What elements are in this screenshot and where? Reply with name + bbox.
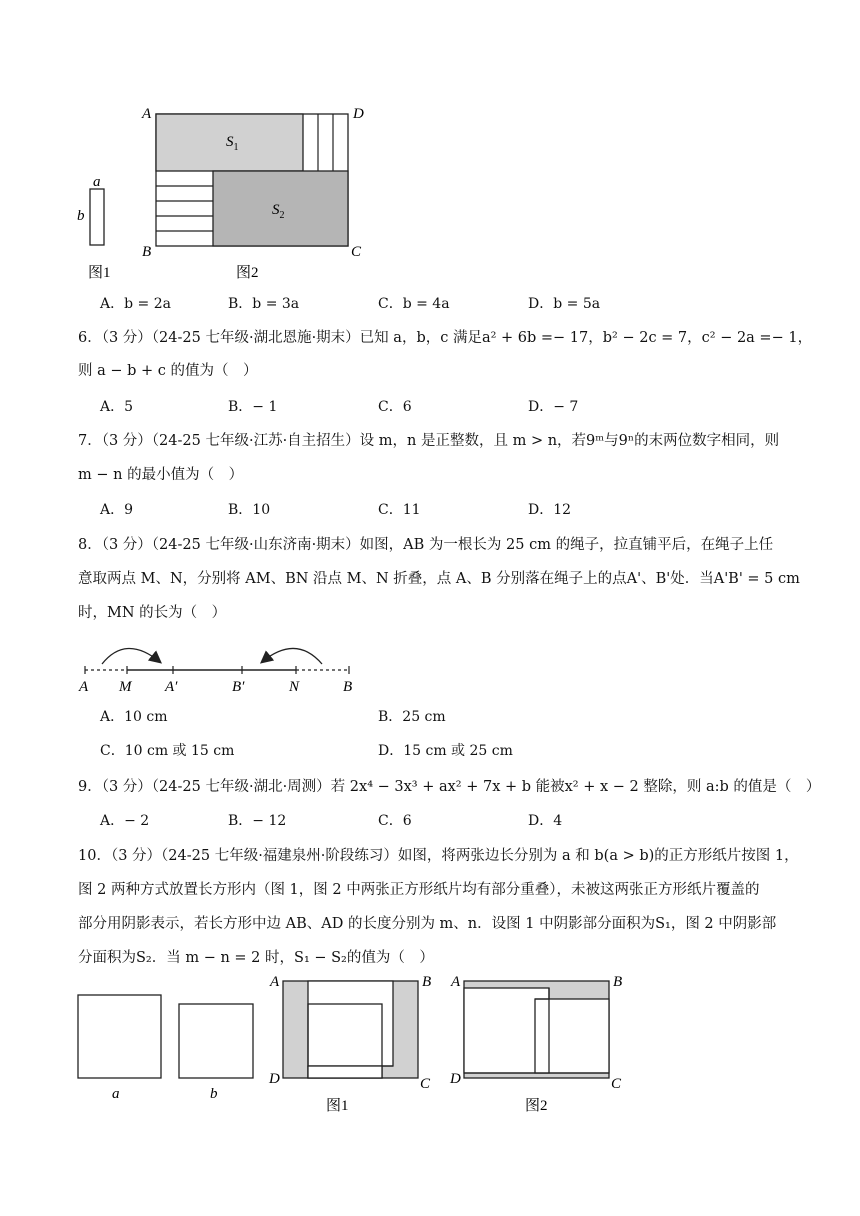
q7-option-c[interactable]: C．11: [378, 502, 421, 518]
square-b-label: b: [210, 1086, 218, 1102]
square-a: [78, 995, 161, 1078]
rope-label-N: N: [289, 679, 300, 694]
q6-option-b[interactable]: B．− 1: [228, 399, 278, 415]
q5-option-b[interactable]: B．b = 3a: [228, 296, 300, 312]
q6-option-d[interactable]: D．− 7: [528, 399, 579, 415]
q8-rope-figure: [74, 630, 374, 694]
corner-B: B: [142, 244, 152, 260]
q5-option-a[interactable]: A．b = 2a: [100, 296, 171, 312]
fig1-corner-B: B: [422, 974, 432, 990]
q5-option-c[interactable]: C．b = 4a: [378, 296, 450, 312]
q7-option-a[interactable]: A．9: [100, 502, 134, 518]
fig2-corner-B: B: [613, 974, 623, 990]
square-b: [179, 1004, 253, 1078]
q5-figure: [70, 96, 390, 288]
q9-option-b[interactable]: B．− 12: [228, 813, 287, 829]
q8-option-d[interactable]: D．15 cm 或 25 cm: [378, 743, 513, 759]
rope-label-A-prime: A′: [165, 679, 178, 694]
q8-text-line2: 意取两点 M、N，分别将 AM、BN 沿点 M、N 折叠，点 A、B 分别落在绳子上的点A'、B'处．当A'B' = 5 cm: [78, 571, 800, 587]
q10-text-line1: 10．（3 分）（24-25 七年级·福建泉州·阶段练习）如图，将两张边长分别为 a 和 b(a > b)的正方形纸片按图 1，: [78, 848, 799, 864]
q9-text-line1: 9．（3 分）（24-25 七年级·湖北·周测）若 2x⁴ − 3x³ + ax² + 7x + b 能被x² + x − 2 整除，则 a:b 的值是（ ）: [78, 779, 821, 795]
fold-arrow-left: [102, 648, 160, 664]
q5-option-d[interactable]: D．b = 5a: [528, 296, 601, 312]
square-a-label: a: [112, 1086, 120, 1102]
q8-option-a[interactable]: A．10 cm: [100, 709, 168, 725]
q7-option-b[interactable]: B．10: [228, 502, 271, 518]
q9-option-c[interactable]: C．6: [378, 813, 412, 829]
q8-option-b[interactable]: B．25 cm: [378, 709, 446, 725]
fig1-caption: 图1: [326, 1098, 349, 1114]
rope-label-M: M: [119, 679, 132, 694]
q6-option-a[interactable]: A．5: [100, 399, 134, 415]
label-s2: $S_2$: [272, 202, 285, 221]
rope-label-B-prime: B′: [232, 679, 245, 694]
q7-option-d[interactable]: D．12: [528, 502, 572, 518]
corner-C: C: [351, 244, 362, 260]
fig2-square-b: [535, 999, 609, 1073]
q6-text-line2: 则 a − b + c 的值为（ ）: [78, 363, 258, 379]
fig1-corner-D: D: [269, 1071, 280, 1087]
corner-D: D: [353, 106, 364, 122]
q9-option-d[interactable]: D．4: [528, 813, 563, 829]
q10-text-line4: 分面积为S₂．当 m − n = 2 时，S₁ − S₂的值为（ ）: [78, 950, 434, 966]
q8-text-line3: 时，MN 的长为（ ）: [78, 605, 227, 621]
q8-text-line1: 8．（3 分）（24-25 七年级·山东济南·期末）如图，AB 为一根长为 25 cm 的绳子，拉直铺平后，在绳子上任: [78, 537, 774, 553]
q10-figure: [70, 970, 640, 1120]
fig2-caption: 图2: [525, 1098, 548, 1114]
q9-option-a[interactable]: A．− 2: [100, 813, 150, 829]
fig2-corner-C: C: [611, 1076, 622, 1092]
fig1-corner-A: A: [270, 974, 280, 990]
shaded-s2: [213, 171, 348, 246]
fig1-caption: 图1: [88, 265, 111, 281]
q6-text-line1: 6．（3 分）（24-25 七年级·湖北恩施·期末）已知 a，b，c 满足a² + 6b =− 17，b² − 2c = 7，c² − 2a =− 1，: [78, 330, 813, 346]
q8-option-c[interactable]: C．10 cm 或 15 cm: [100, 743, 235, 759]
fig1-corner-C: C: [420, 1076, 431, 1092]
q10-text-line3: 部分用阴影表示，若长方形中边 AB、AD 的长度分别为 m、n．设图 1 中阴影部分面积为S₁，图 2 中阴影部: [78, 916, 777, 932]
fig1-square-a: [308, 981, 393, 1066]
fig2-corner-D: D: [450, 1071, 461, 1087]
corner-A: A: [142, 106, 152, 122]
label-s1: $S_1$: [226, 134, 239, 153]
rope-label-B: B: [343, 679, 353, 694]
fold-arrow-right: [262, 648, 322, 664]
fig2-caption: 图2: [236, 265, 259, 281]
rope-label-A: A: [79, 679, 89, 694]
fig2-corner-A: A: [451, 974, 461, 990]
q6-option-c[interactable]: C．6: [378, 399, 412, 415]
fig1-label-b: b: [77, 208, 85, 224]
q10-text-line2: 图 2 两种方式放置长方形内（图 1，图 2 中两张正方形纸片均有部分重叠），未被这两张正方形纸片覆盖的: [78, 882, 760, 898]
q7-text-line1: 7．（3 分）（24-25 七年级·江苏·自主招生）设 m，n 是正整数，且 m > n，若9ᵐ与9ⁿ的末两位数字相同，则: [78, 433, 780, 449]
q7-text-line2: m − n 的最小值为（ ）: [78, 467, 244, 483]
small-rectangle: [90, 189, 104, 245]
fig1-label-a: a: [93, 174, 101, 190]
